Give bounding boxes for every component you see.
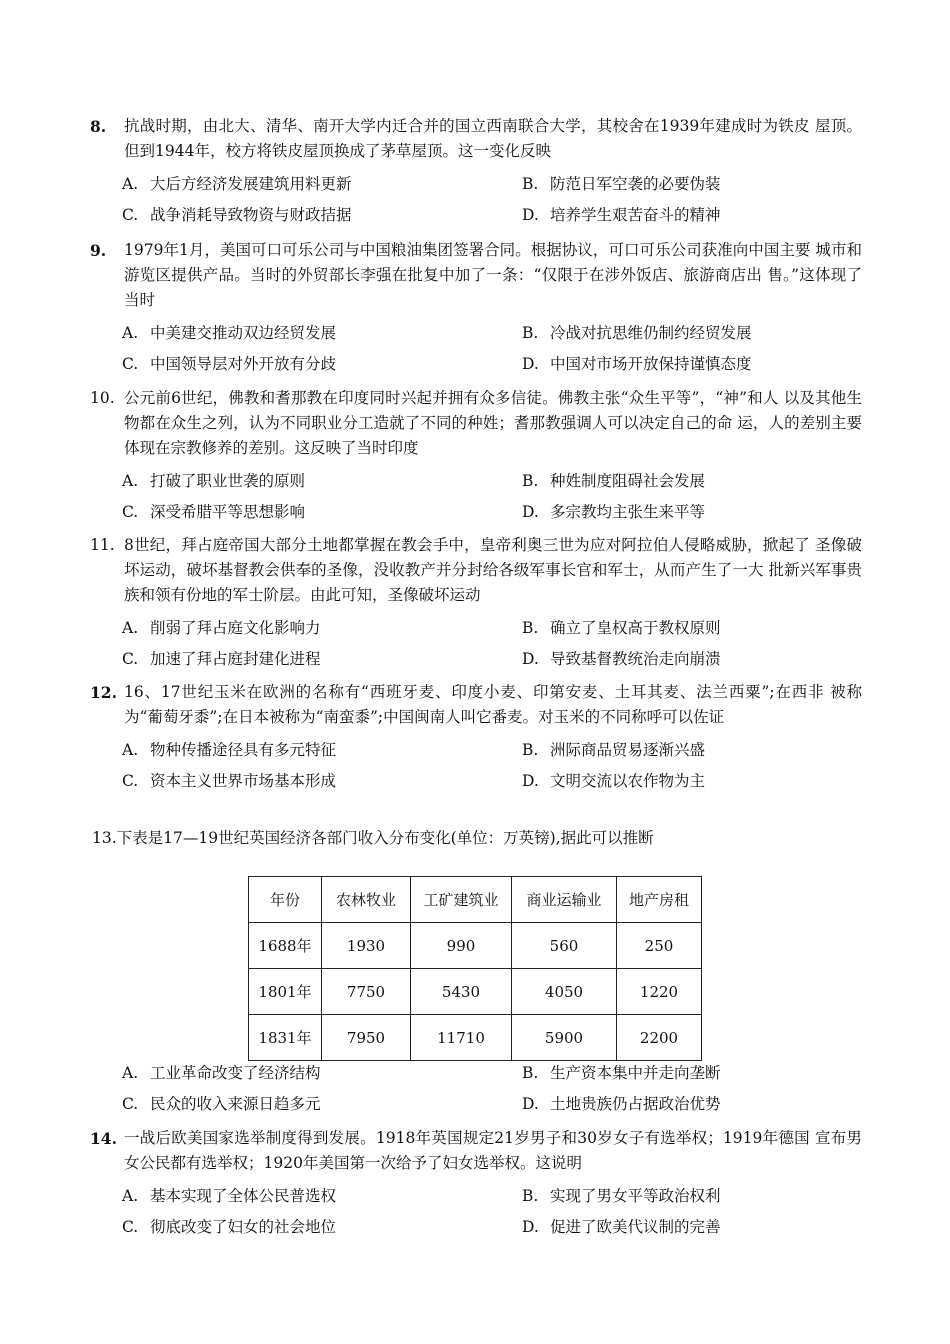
- table-row: [249, 969, 702, 1015]
- option-a: A. 打破了职业世袭的原则: [122, 472, 306, 490]
- option-b: B. 确立了皇权高于教权原则: [522, 619, 721, 637]
- table-cell: 4050: [512, 969, 617, 1015]
- question-number: 10.: [90, 389, 115, 407]
- option-b: B. 种姓制度阻碍社会发展: [522, 472, 706, 490]
- question-stem: 一战后欧美国家选举制度得到发展。1918年英国规定21岁男子和30岁女子有选举权；1919年德国 宣布男女公民都有选举权；1920年美国第一次给予了妇女选举权。这说明: [124, 1129, 862, 1172]
- table-header-row: [249, 877, 702, 923]
- option-b: B. 洲际商品贸易逐渐兴盛: [522, 741, 706, 759]
- options: [122, 1184, 862, 1246]
- table-cell: 11710: [411, 1015, 512, 1061]
- option-c: C. 战争消耗导致物资与财政拮据: [122, 206, 352, 224]
- options: [122, 321, 862, 383]
- question-number: 13.: [92, 829, 117, 847]
- table-cell: 250: [617, 923, 702, 969]
- table-header: 农林牧业: [322, 877, 411, 923]
- question-13-options: [92, 1061, 862, 1123]
- table-cell: 1930: [322, 923, 411, 969]
- option-d: D. 促进了欧美代议制的完善: [522, 1218, 721, 1236]
- question-stem: 抗战时期，由北大、清华、南开大学内迁合并的国立西南联合大学，其校舍在1939年建成时为铁皮 屋顶。但到1944年，校方将铁皮屋顶换成了茅草屋顶。这一变化反映: [124, 117, 862, 160]
- table-cell: 7750: [322, 969, 411, 1015]
- table-cell: 1801年: [249, 969, 322, 1015]
- question-10: [92, 386, 862, 531]
- table-row: [249, 923, 702, 969]
- table-cell: 7950: [322, 1015, 411, 1061]
- question-12: [92, 680, 862, 800]
- question-number: 11.: [90, 536, 115, 554]
- question-14: [92, 1126, 862, 1246]
- question-number: 14.: [90, 1129, 117, 1148]
- question-stem: 16、17世纪玉米在欧洲的名称有“西班牙麦、印度小麦、印第安麦、土耳其麦、法兰西粟”;在西非 被称为“葡萄牙黍”;在日本被称为“南蛮黍”;中国闽南人叫它番麦。对玉米的不同称呼可以佐证: [124, 683, 862, 726]
- option-a: A. 大后方经济发展建筑用料更新: [122, 175, 352, 193]
- table-cell: 5900: [512, 1015, 617, 1061]
- option-b: B. 生产资本集中并走向垄断: [522, 1064, 721, 1082]
- question-stem: 下表是17—19世纪英国经济各部门收入分布变化(单位：万英镑),据此可以推断: [116, 829, 654, 847]
- options: [122, 172, 862, 234]
- option-d: D. 文明交流以农作物为主: [522, 772, 706, 790]
- option-c: C. 深受希腊平等思想影响: [122, 503, 306, 521]
- option-c: C. 中国领导层对外开放有分歧: [122, 355, 337, 373]
- table-header: 工矿建筑业: [411, 877, 512, 923]
- question-8: [92, 114, 862, 234]
- option-b: B. 冷战对抗思维仍制约经贸发展: [522, 324, 752, 342]
- option-d: D. 多宗教均主张生来平等: [522, 503, 706, 521]
- question-stem: 8世纪，拜占庭帝国大部分土地都掌握在教会手中，皇帝利奥三世为应对阿拉伯人侵略威胁，掀起了 圣像破坏运动，破坏基督教会供奉的圣像，没收教产并分封给各级军事长官和军士，从而产生了一大 批新兴军事贵族和领有份地的军士阶层。由此可知，圣像破坏运动: [124, 536, 862, 604]
- table-cell: 1688年: [249, 923, 322, 969]
- option-a: A. 削弱了拜占庭文化影响力: [122, 619, 321, 637]
- options: [122, 738, 862, 800]
- table-cell: 990: [411, 923, 512, 969]
- option-d: D. 导致基督教统治走向崩溃: [522, 650, 721, 668]
- table-cell: 2200: [617, 1015, 702, 1061]
- option-a: A. 工业革命改变了经济结构: [122, 1064, 321, 1082]
- table-cell: 1220: [617, 969, 702, 1015]
- question-11: [92, 533, 862, 678]
- table-header: 商业运输业: [512, 877, 617, 923]
- option-c: C. 彻底改变了妇女的社会地位: [122, 1218, 337, 1236]
- option-c: C. 民众的收入来源日趋多元: [122, 1095, 321, 1113]
- options: [122, 616, 862, 678]
- option-c: C. 资本主义世界市场基本形成: [122, 772, 337, 790]
- table-row: [249, 1015, 702, 1061]
- option-b: B. 防范日军空袭的必要伪装: [522, 175, 721, 193]
- question-number: 8.: [90, 117, 107, 136]
- option-a: A. 基本实现了全体公民普选权: [122, 1187, 337, 1205]
- option-a: A. 物种传播途径具有多元特征: [122, 741, 337, 759]
- option-d: D. 土地贵族仍占据政治优势: [522, 1095, 721, 1113]
- options: [122, 1061, 862, 1123]
- table-header: 地产房租: [617, 877, 702, 923]
- table-cell: 5430: [411, 969, 512, 1015]
- question-stem: 1979年1月，美国可口可乐公司与中国粮油集团签署合同。根据协议，可口可乐公司获准向中国主要 城市和游览区提供产品。当时的外贸部长李强在批复中加了一条：“仅限于在涉外饭店、旅游商店出 售。”这体现了当时: [124, 241, 862, 309]
- option-a: A. 中美建交推动双边经贸发展: [122, 324, 337, 342]
- table-cell: 560: [512, 923, 617, 969]
- option-b: B. 实现了男女平等政治权利: [522, 1187, 721, 1205]
- question-number: 9.: [90, 241, 107, 260]
- question-13: [92, 826, 654, 851]
- table-header: 年份: [249, 877, 322, 923]
- option-d: D. 中国对市场开放保持谨慎态度: [522, 355, 752, 373]
- question-9: [92, 238, 862, 383]
- option-c: C. 加速了拜占庭封建化进程: [122, 650, 321, 668]
- income-table: [248, 876, 702, 1061]
- question-number: 12.: [90, 683, 117, 702]
- options: [122, 469, 862, 531]
- table-cell: 1831年: [249, 1015, 322, 1061]
- option-d: D. 培养学生艰苦奋斗的精神: [522, 206, 721, 224]
- question-stem: 公元前6世纪，佛教和耆那教在印度同时兴起并拥有众多信徒。佛教主张“众生平等”，“神”和人 以及其他生物都在众生之列，认为不同职业分工造就了不同的种姓；耆那教强调人可以决定自己的命 运，人的差别主要体现在宗教修养的差别。这反映了当时印度: [124, 389, 862, 457]
